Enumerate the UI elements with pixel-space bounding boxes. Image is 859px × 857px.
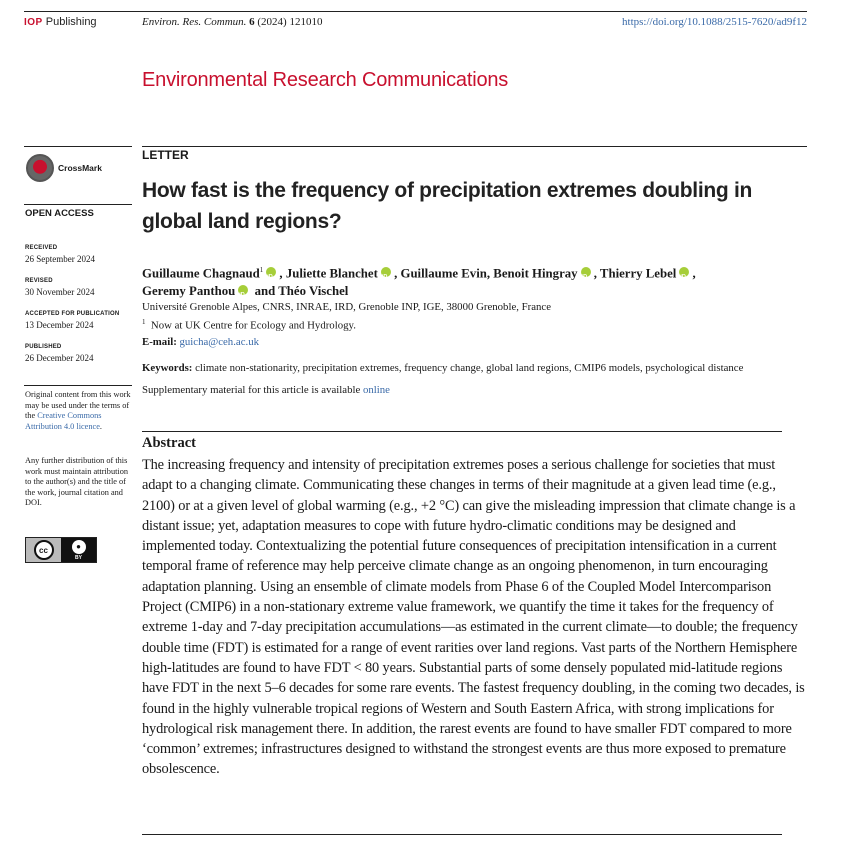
sidebar-rule — [24, 385, 132, 386]
date-published — [25, 343, 133, 364]
header-rule — [24, 11, 807, 12]
main-rule — [142, 146, 807, 147]
author-and: and — [254, 284, 276, 299]
keywords-text: climate non-stationarity, precipitation extremes, frequency change, global land regions, CMIP6 models, psychological distance — [195, 362, 744, 374]
author-name[interactable]: Thierry Lebel — [599, 266, 677, 281]
date-label: REVISED — [25, 278, 53, 284]
date-label: ACCEPTED FOR PUBLICATION — [25, 311, 120, 317]
author-sep: , — [279, 266, 283, 281]
author-name[interactable]: Benoit Hingray — [493, 266, 578, 281]
date-value: 26 September 2024 — [25, 254, 95, 264]
orcid-icon[interactable] — [581, 267, 591, 277]
date-revised — [25, 277, 133, 298]
license-prefix: Original content from this work may be used under the terms of the — [25, 390, 131, 420]
article-title: How fast is the frequency of precipitation extremes doubling in global land regions? — [142, 179, 753, 233]
cc-label: cc — [34, 540, 54, 560]
author-name[interactable]: Geremy Panthou — [142, 284, 236, 299]
author-sep: , — [593, 266, 597, 281]
citation-rest: (2024) 121010 — [257, 16, 323, 28]
publisher-brand: IOP — [24, 17, 43, 28]
supplementary-line — [142, 384, 390, 397]
author-name[interactable]: Guillaume Evin — [400, 266, 487, 281]
cc-by-badge[interactable] — [25, 537, 97, 563]
affiliation: Université Grenoble Alpes, CNRS, INRAE, IRD, Grenoble INP, IGE, 38000 Grenoble, France — [142, 301, 552, 313]
article-type: LETTER — [142, 148, 189, 162]
open-access-label: OPEN ACCESS — [25, 208, 94, 219]
license-suffix: . — [99, 421, 102, 431]
person-icon: ● — [72, 540, 86, 554]
crossmark-button[interactable] — [26, 154, 102, 182]
citation-volume: 6 — [249, 16, 255, 28]
publisher-logo[interactable] — [24, 15, 97, 30]
sidebar-rule — [24, 204, 132, 205]
orcid-icon[interactable] — [381, 267, 391, 277]
license-link[interactable]: Creative Commons Attribution 4.0 licence — [25, 411, 102, 431]
distribution-text: Any further distribution of this work must maintain attribution to the author(s) and the title of the work, journal citation and DOI. — [25, 456, 129, 507]
license-text — [25, 390, 133, 432]
date-label: PUBLISHED — [25, 344, 62, 350]
email-label: E-mail: — [142, 336, 177, 348]
crossmark-icon — [26, 154, 54, 182]
affiliation-note — [142, 316, 356, 333]
supplementary-link[interactable]: online — [362, 384, 390, 396]
note-text: Now at UK Centre for Ecology and Hydrology. — [150, 319, 356, 332]
publisher-word: Publishing — [45, 16, 97, 28]
date-label: RECEIVED — [25, 245, 58, 251]
by-label: BY — [75, 554, 82, 561]
date-accepted — [25, 310, 133, 331]
journal-citation — [142, 15, 322, 29]
author-sep: , — [692, 266, 696, 281]
date-value: 30 November 2024 — [25, 287, 95, 297]
date-value: 26 December 2024 — [25, 353, 94, 363]
orcid-icon[interactable] — [266, 267, 276, 277]
author-sep: , — [486, 266, 491, 281]
doi-link[interactable]: https://doi.org/10.1088/2515-7620/ad9f12 — [622, 16, 807, 28]
crossmark-label: CrossMark — [58, 163, 102, 173]
orcid-icon[interactable] — [679, 267, 689, 277]
author-sup: 1 — [259, 266, 264, 274]
date-value: 13 December 2024 — [25, 320, 94, 330]
sidebar-rule — [24, 146, 132, 147]
abstract-heading: Abstract — [142, 435, 196, 451]
abstract-rule-bottom — [142, 834, 782, 835]
citation-journal: Environ. Res. Commun. — [142, 16, 247, 28]
abstract-rule-top — [142, 431, 782, 432]
author-name[interactable]: Guillaume Chagnaud — [142, 266, 260, 281]
date-received — [25, 244, 133, 265]
abstract-body: The increasing frequency and intensity of precipitation extremes poses a serious challenge for societies that must adapt to a changing climate. Communicating these changes in terms of their magnitude at a given lead time (e.g., 2100) or at a given level of global warming (e.g., +2 °C) can give the misleading impression that climate change is a distant issue; yet, adaptation measures to cope with future hydro-climatic conditions may be designed and implemented today. Contextualizing the potential future consequences of precipitation intensification in a current temporal frame of reference may help perceive climate change as an ongoing phenomenon, in turn encouraging adaptation planning. Using an ensemble of climate models from Phase 6 of the Coupled Model Intercomparison Project (CMIP6) in a non-stationary extreme value framework, we quantify the time it takes for the frequency of extreme 1-day and 7-day precipitation accumulations—as estimated in the current climate—to double; the frequency double time (FDT) is estimated for a range of event rarities over land regions. Vast parts of the Northern Hemisphere high-latitudes are found to have FDT < 80 years. Substantial parts of some densely populated mid-latitude regions have FDT in the next 5–6 decades for some rare events. The fastest frequency doubling, in the coming two decades, is found in the highly vulnerable tropical regions of Western and South Eastern Africa, with strong implications for hydrological risk management there. In addition, the rarest events are found to have smaller FDT compared to more ‘common’ extremes; infrastructures designed to withstand the strongest events are thus more exposed to premature obsolescence. — [142, 457, 805, 778]
supplementary-text: Supplementary material for this article is available — [142, 384, 363, 396]
email-link[interactable]: guicha@ceh.ac.uk — [179, 336, 259, 348]
keywords-line — [142, 362, 743, 375]
by-icon — [61, 538, 96, 562]
note-sup: 1 — [142, 318, 146, 326]
author-name[interactable]: Théo Vischel — [278, 284, 349, 299]
cc-icon — [26, 538, 61, 562]
journal-title[interactable]: Environmental Research Communications — [142, 69, 509, 91]
email-line — [142, 336, 259, 349]
author-name[interactable]: Juliette Blanchet — [285, 266, 378, 281]
keywords-label: Keywords: — [142, 362, 193, 374]
author-list — [142, 261, 822, 300]
author-sep: , — [394, 266, 398, 281]
orcid-icon[interactable] — [238, 285, 248, 295]
